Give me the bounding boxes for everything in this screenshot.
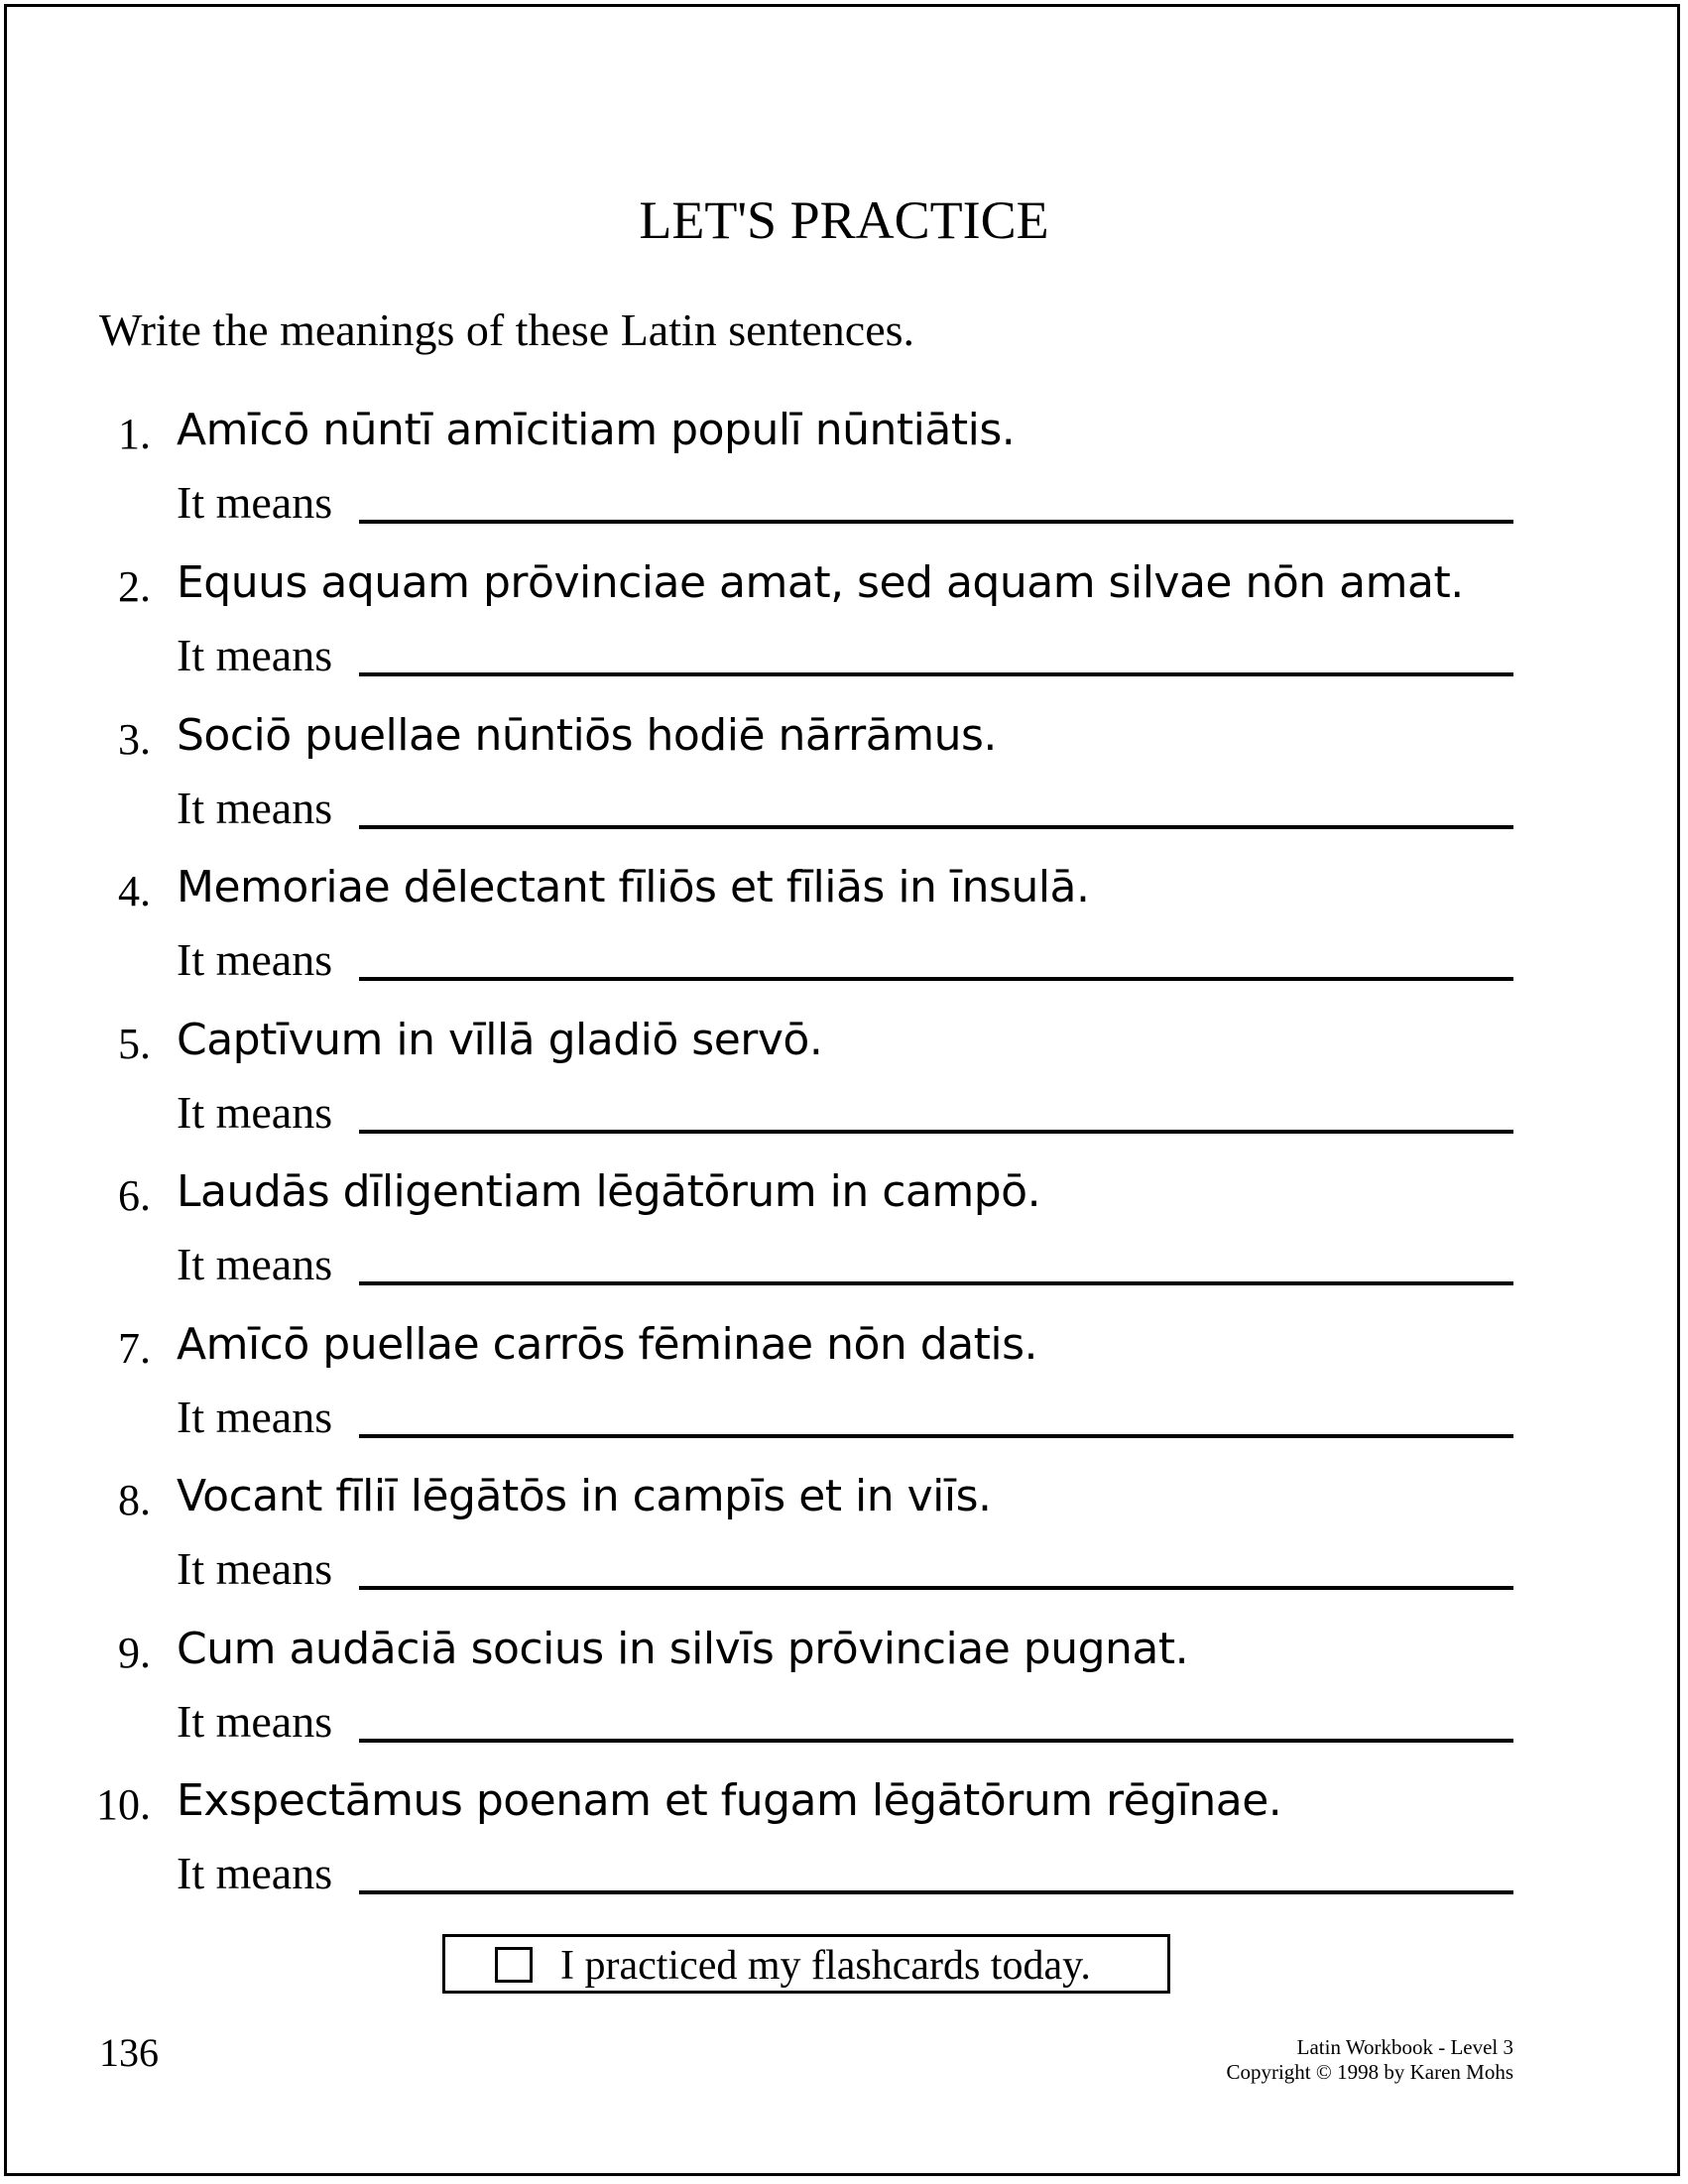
item-number: 3. — [118, 715, 151, 764]
exercise-item-6 — [0, 1168, 1688, 1321]
instructions: Write the meanings of these Latin sentences. — [99, 304, 915, 355]
item-number: 4. — [118, 867, 151, 915]
page-title: LET'S PRACTICE — [639, 190, 1049, 250]
copyright-notice: Copyright © 1998 by Karen Mohs — [1226, 2060, 1513, 2085]
flashcard-checkbox-box — [442, 1934, 1170, 1994]
answer-line[interactable] — [359, 520, 1513, 524]
exercise-item-4 — [0, 864, 1688, 1017]
item-number: 7. — [118, 1324, 151, 1373]
item-number: 5. — [118, 1020, 151, 1068]
exercise-item-9 — [0, 1626, 1688, 1778]
flashcard-checkbox[interactable] — [495, 1947, 533, 1983]
answer-line[interactable] — [359, 1130, 1513, 1134]
footer-credits — [1226, 2035, 1513, 2085]
answer-line[interactable] — [359, 1890, 1513, 1894]
it-means-label: It means — [177, 934, 333, 985]
item-number: 1. — [118, 410, 151, 458]
latin-sentence: Sociō puellae nūntiōs hodiē nārrāmus. — [177, 710, 997, 761]
latin-sentence: Laudās dīligentiam lēgātōrum in campō. — [177, 1166, 1041, 1217]
it-means-label: It means — [177, 1392, 333, 1442]
answer-line[interactable] — [359, 1281, 1513, 1285]
it-means-label: It means — [177, 477, 333, 528]
exercise-item-3 — [0, 712, 1688, 865]
it-means-label: It means — [177, 630, 333, 680]
exercise-item-5 — [0, 1017, 1688, 1169]
exercise-item-7 — [0, 1321, 1688, 1474]
item-number: 9. — [118, 1629, 151, 1677]
answer-line[interactable] — [359, 977, 1513, 981]
it-means-label: It means — [177, 1848, 333, 1898]
item-number: 8. — [118, 1476, 151, 1524]
exercise-item-1 — [0, 407, 1688, 559]
answer-line[interactable] — [359, 1586, 1513, 1590]
latin-sentence: Cum audāciā socius in silvīs prōvinciae pugnat. — [177, 1624, 1189, 1674]
exercise-item-2 — [0, 559, 1688, 712]
answer-line[interactable] — [359, 672, 1513, 676]
latin-sentence: Amīcō puellae carrōs fēminae nōn datis. — [177, 1319, 1038, 1370]
it-means-label: It means — [177, 783, 333, 833]
item-number: 6. — [118, 1171, 151, 1220]
item-number: 2. — [118, 562, 151, 611]
it-means-label: It means — [177, 1087, 333, 1138]
answer-line[interactable] — [359, 1739, 1513, 1743]
flashcard-label: I practiced my flashcards today. — [560, 1943, 1091, 1989]
answer-line[interactable] — [359, 825, 1513, 829]
exercise-item-8 — [0, 1473, 1688, 1626]
book-title: Latin Workbook - Level 3 — [1296, 2035, 1513, 2059]
it-means-label: It means — [177, 1239, 333, 1289]
latin-sentence: Memoriae dēlectant fīliōs et fīliās in īnsulā. — [177, 862, 1090, 912]
answer-line[interactable] — [359, 1434, 1513, 1438]
latin-sentence: Amīcō nūntī amīcitiam populī nūntiātis. — [177, 405, 1016, 455]
it-means-label: It means — [177, 1696, 333, 1747]
latin-sentence: Captīvum in vīllā gladiō servō. — [177, 1015, 823, 1065]
exercise-item-10 — [0, 1777, 1688, 1930]
page-number: 136 — [99, 2030, 159, 2075]
latin-sentence: Exspectāmus poenam et fugam lēgātōrum rēgīnae. — [177, 1775, 1282, 1826]
latin-sentence: Vocant fīliī lēgātōs in campīs et in viīs. — [177, 1471, 992, 1521]
it-means-label: It means — [177, 1543, 333, 1594]
latin-sentence: Equus aquam prōvinciae amat, sed aquam silvae nōn amat. — [177, 557, 1464, 608]
item-number: 10. — [96, 1780, 151, 1829]
